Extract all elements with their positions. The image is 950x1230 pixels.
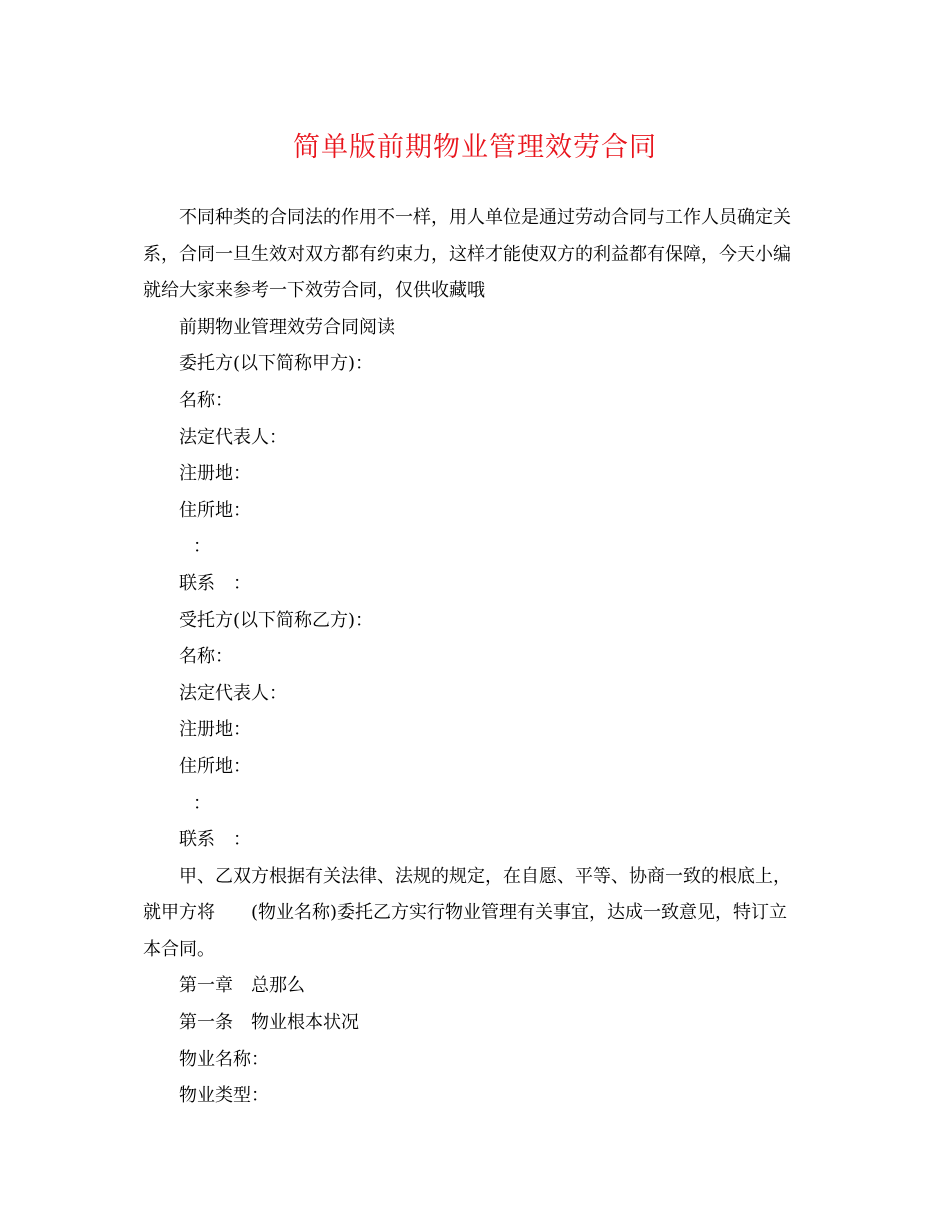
party-a-registered-address: 注册地： [179,463,251,485]
party-b-legal-rep: 法定代表人： [179,682,287,704]
party-a-legal-rep: 法定代表人： [179,426,287,448]
document-body [143,200,803,1115]
document-title: 简单版前期物业管理效劳合同 [293,132,657,163]
party-a-name: 名称： [179,389,233,411]
party-a-residence: 住所地： [179,499,251,521]
property-type-field: 物业类型： [179,1085,269,1107]
chapter-one-heading: 第一章 总那么 [179,975,305,997]
party-a-contact: 联系 ： [179,572,251,594]
property-name-field: 物业名称： [179,1048,269,1070]
party-b-registered-address: 注册地： [179,719,251,741]
party-b-heading: 受托方(以下简称乙方)： [179,609,374,631]
party-a-heading: 委托方(以下简称甲方)： [179,353,374,375]
party-b-residence: 住所地： [179,755,251,777]
party-b-contact: 联系 ： [179,829,251,851]
party-a-blank-field: ： [193,536,211,558]
contract-heading: 前期物业管理效劳合同阅读 [179,316,395,338]
party-b-name: 名称： [179,646,233,668]
article-one-heading: 第一条 物业根本状况 [179,1012,359,1034]
intro-paragraph: 不同种类的合同法的作用不一样，用人单位是通过劳动合同与工作人员确定关系，合同一旦生效对双方都有约束力，这样才能使双方的利益都有保障，今天小编就给大家来参考一下效劳合同，仅供收藏哦 [143,207,791,302]
party-b-blank-field: ： [193,792,211,814]
agreement-paragraph: 甲、乙双方根据有关法律、法规的规定，在自愿、平等、协商一致的根底上，就甲方将 (物业名称)委托乙方实行物业管理有关事宜，达成一致意见，特订立本合同。 [143,865,791,960]
